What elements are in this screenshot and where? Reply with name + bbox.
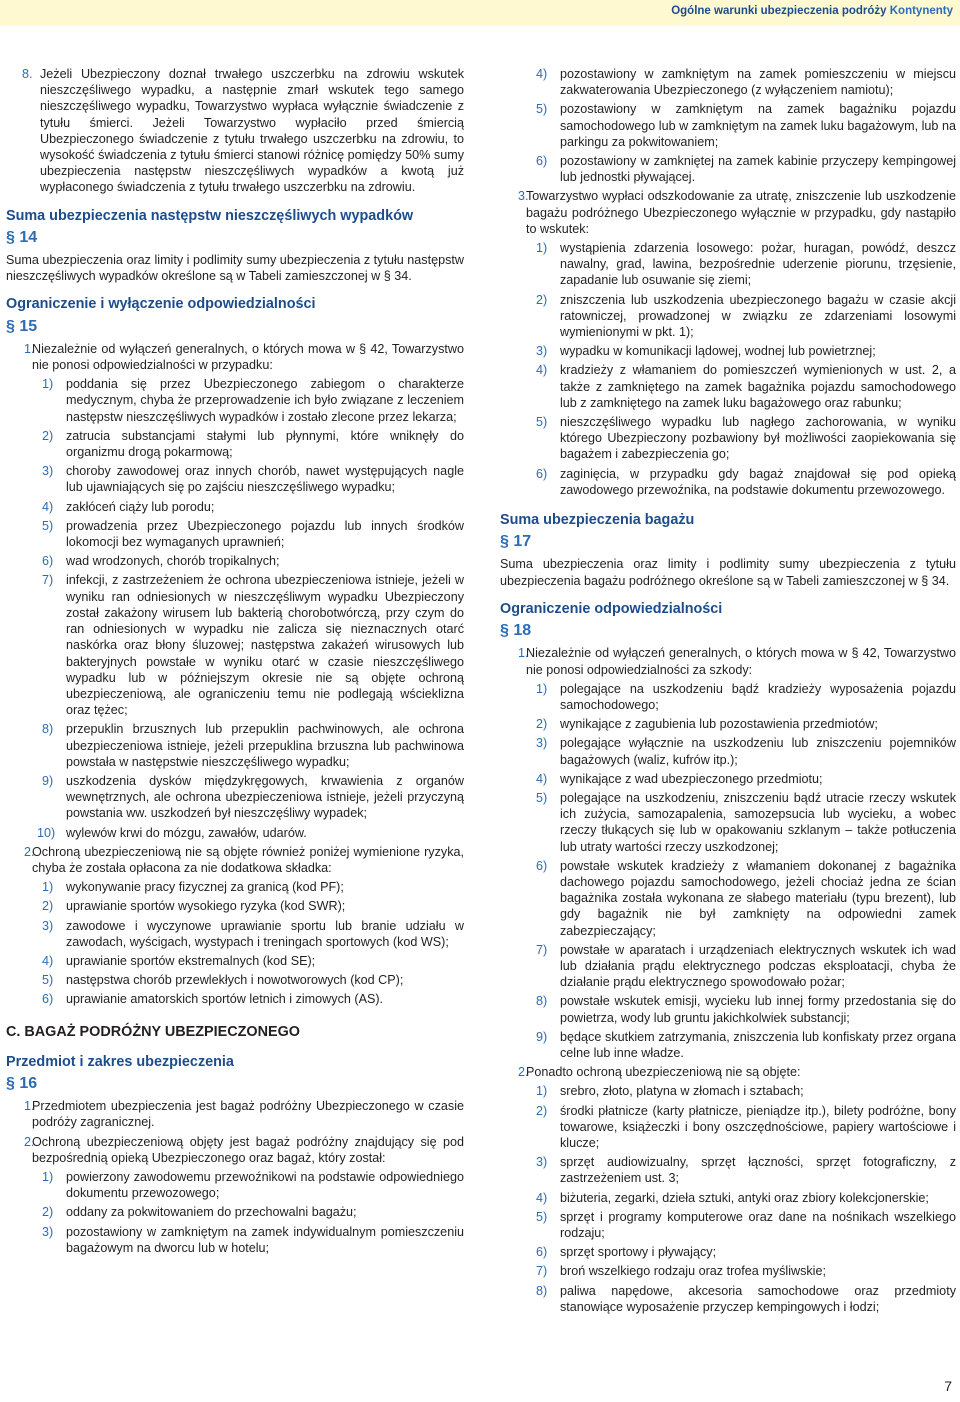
item-text: srebro, złoto, platyna w złomach i sztabach; xyxy=(560,1084,804,1099)
list-18-2 xyxy=(500,1083,956,1315)
list-item xyxy=(6,1169,464,1201)
item-text: wylewów krwi do mózgu, zawałów, udarów. xyxy=(66,825,307,840)
item-number: 5) xyxy=(42,518,54,533)
list-item xyxy=(500,790,956,855)
item-number: 4) xyxy=(42,953,54,968)
item-text: pozostawiony w zamkniętym na zamek pomieszczeniu w miejscu zakwaterowania Ubezpieczonego (z wyłączeniem namiotu); xyxy=(560,67,956,98)
list-item xyxy=(500,362,956,411)
list-item xyxy=(6,972,464,988)
list-item xyxy=(6,463,464,495)
item-text: pozostawiony w zamkniętej na zamek kabinie przyczepy kempingowej lub jednostki pływającej. xyxy=(560,154,956,185)
paragraph-text: Niezależnie od wyłączeń generalnych, o których mowa w § 42, Towarzystwo nie ponosi odpowiedzialności za szkody: xyxy=(526,646,956,677)
item-text: uprawianie amatorskich sportów letnich i zimowych (AS). xyxy=(66,992,384,1007)
item-text: powstałe wskutek emisji, wycieku lub innej formy przedostania się do powietrza, wody lub gruntu jakichkolwiek substancji; xyxy=(560,994,956,1025)
header-title xyxy=(671,5,953,17)
item-text: zniszczenia lub uszkodzenia ubezpieczonego bagażu w czasie akcji ratowniczej, prowadzonej w związku ze zdarzeniami losowymi wymienionymi w pkt. 1); xyxy=(560,292,956,340)
item-text: zawodowe i wyczynowe uprawianie sportu lub branie udziału w zawodach, wyścigach, wystypach i treningach sportowych (kod WS); xyxy=(66,918,464,949)
paragraph-number: 1. xyxy=(24,341,35,356)
item-number: 6) xyxy=(536,466,548,481)
list-15-1 xyxy=(6,376,464,840)
item-text: wynikające z zagubienia lub pozostawienia przedmiotów; xyxy=(560,717,878,732)
paragraph-text: Przedmiotem ubezpieczenia jest bagaż podróżny Ubezpieczonego w czasie podróży zagranicznej. xyxy=(32,1099,464,1130)
item-text: pozostawiony w zamkniętym na zamek indywidualnym pomieszczeniu bagażowym na dworcu lub w hotelu; xyxy=(66,1224,464,1255)
item-number: 6) xyxy=(42,992,54,1007)
item-text: następstwa chorób przewlekłych i nowotworowych (kod CP); xyxy=(66,973,404,988)
section-title: Suma ubezpieczenia bagażu xyxy=(500,512,695,529)
item-text: środki płatnicze (karty płatnicze, pieniądze itp.), bilety podróżne, bony towarowe, książeczki i bony oszczędnościowe, papiery wartościowe i klucze; xyxy=(560,1103,956,1150)
item-number: 7) xyxy=(536,1264,548,1279)
item-number: 5) xyxy=(536,415,548,430)
list-item xyxy=(500,993,956,1025)
section-title: Ograniczenie i wyłączenie odpowiedzialności xyxy=(6,296,316,313)
item-text: polegające na uszkodzeniu bądź kradzieży wyposażenia pojazdu samochodowego; xyxy=(560,681,956,712)
section-title: Suma ubezpieczenia następstw nieszczęśliwych wypadków xyxy=(6,207,414,224)
paragraph-16-1 xyxy=(6,1098,464,1130)
list-item xyxy=(6,953,464,969)
paragraph-18-2 xyxy=(500,1064,956,1080)
item-number: 1) xyxy=(536,241,548,256)
list-item xyxy=(500,66,956,98)
header-brand: Kontynenty xyxy=(889,5,953,17)
section-14-text: Suma ubezpieczenia oraz limity i podlimity sumy ubezpieczenia z tytułu następstw nieszczęśliwych wypadków określone są w Tabeli zamieszczonej w § 34. xyxy=(6,253,464,284)
list-item xyxy=(500,942,956,991)
item-text: wynikające z wad ubezpieczonego przedmiotu; xyxy=(560,771,823,786)
list-16-3 xyxy=(500,240,956,498)
list-item xyxy=(6,428,464,460)
item-text: nieszczęśliwego wypadku lub nagłego zachorowania, w wyniku którego Ubezpieczony pozbawiony był możliwości zaopiekowania się bagażem i zabezpieczenia go; xyxy=(560,415,956,462)
list-item xyxy=(500,153,956,185)
right-column xyxy=(500,66,956,1315)
paragraph-number: 1. xyxy=(518,646,529,661)
item-number: 1) xyxy=(536,1084,548,1099)
item-number: 7) xyxy=(42,573,54,588)
item-number: 1) xyxy=(42,880,54,895)
header-doc-title: Ogólne warunki ubezpieczenia podróży xyxy=(671,5,887,17)
paragraph-text: Ponadto ochroną ubezpieczeniową nie są objęte: xyxy=(526,1065,801,1080)
item-number: 5) xyxy=(536,102,548,117)
item-text: wystąpienia zdarzenia losowego: pożar, huragan, powódź, deszcz nawalny, grad, lawina, bezpośrednie uderzenie piorunu, trzęsienie, zapadanie lub osuwanie się ziemi; xyxy=(560,241,956,288)
item-number: 1) xyxy=(42,377,54,392)
item-text: powstałe w aparatach i urządzeniach elektrycznych wskutek ich wad lub działania prądu elektrycznego podczas eksploatacji, chyba że działanie prądu elektrycznego spowodowało pożar; xyxy=(560,942,956,990)
item-number: 8) xyxy=(536,1283,548,1298)
paragraph-text: Niezależnie od wyłączeń generalnych, o których mowa w § 42, Towarzystwo nie ponosi odpowiedzialności w przypadku: xyxy=(32,341,464,373)
item-text: będące skutkiem zatrzymania, zniszczenia lub konfiskaty przez organa celne lub inne władze. xyxy=(560,1029,956,1060)
list-item xyxy=(6,1204,464,1220)
item-number: 5) xyxy=(42,973,54,988)
item-number: 5) xyxy=(536,790,548,805)
list-item xyxy=(500,858,956,939)
item-number: 3) xyxy=(536,1155,548,1170)
list-16-2-cont xyxy=(500,66,956,185)
list-item xyxy=(500,466,956,498)
paragraph-8 xyxy=(6,66,464,196)
item-text: zatrucia substancjami stałymi lub płynnymi, które wniknęły do organizmu drogą pokarmową; xyxy=(66,428,464,460)
item-text: infekcji, z zastrzeżeniem że ochrona ubezpieczeniowa istnieje, jeżeli w wyniku ran odniesionych w nieszczęśliwym wypadku Ubezpieczony został zakażony wirusem lub bakterią chorobotwórczą, przy czym do ran odniesionych w wypadku nie zalicza się nieznacznych otarć naskórka oraz błony śluzowej; następstwa zakażeń wirusowych lub bakteryjnych powstałe w wyniku otarć w czasie nieszczęśliwego wypadku lub w późniejszym okresie nie są objęte ochroną ubezpieczeniową, ale ograniczeniu temu nie podlegają wścieklizna oraz tężec; xyxy=(66,573,464,718)
item-number: 9) xyxy=(536,1029,548,1044)
list-item xyxy=(500,1154,956,1186)
item-text: oddany za pokwitowaniem do przechowalni bagażu; xyxy=(66,1205,357,1220)
item-text: kradzieży z włamaniem do pomieszczeń wymienionych w ust. 2, a także z zamkniętego na zamek bagażnika pojazdu samochodowego lub z zamkniętego na zamek luku bagażowego oraz rabunku; xyxy=(560,363,956,410)
list-item xyxy=(500,1263,956,1279)
list-item xyxy=(6,991,464,1007)
list-16-2 xyxy=(6,1169,464,1256)
list-18-1 xyxy=(500,681,956,1061)
item-number: 3) xyxy=(42,1224,54,1239)
item-text: broń wszelkiego rodzaju oraz trofea myśliwskie; xyxy=(560,1264,826,1279)
paragraph-text: Towarzystwo wypłaci odszkodowanie za utratę, zniszczenie lub uszkodzenie bagażu podróżnego Ubezpieczonego wyłącznie w przypadku, gdy nastąpiło to wskutek: xyxy=(526,189,956,236)
item-number: 3) xyxy=(42,918,54,933)
item-number: 2) xyxy=(42,428,54,443)
item-number: 4) xyxy=(42,499,54,514)
item-number: 6) xyxy=(536,154,548,169)
item-number: 5) xyxy=(536,1209,548,1224)
item-text: uprawianie sportów ekstremalnych (kod SE); xyxy=(66,953,316,968)
item-text: zaginięcia, w przypadku gdy bagaż znajdował się pod opieką zawodowego przewoźnika, na podstawie dokumentu przewozowego. xyxy=(560,466,956,497)
list-item xyxy=(6,898,464,914)
list-item xyxy=(6,879,464,895)
chapter-title: C. BAGAŻ PODRÓŻNY UBEZPIECZONEGO xyxy=(6,1023,300,1040)
item-text: pozostawiony w zamkniętym na zamek bagażniku pojazdu samochodowego lub w zamkniętym na zamek luku bagażowym, lub na parkingu za pokwitowaniem; xyxy=(560,102,956,149)
section-title: Przedmiot i zakres ubezpieczenia xyxy=(6,1053,234,1070)
item-number: 4) xyxy=(536,771,548,786)
paragraph-15-1 xyxy=(6,341,464,373)
item-text: przepuklin brzusznych lub przepuklin pachwinowych, ale ochrona ubezpieczeniowa istnieje, jeżeli przepuklina brzuszna lub pachwinowa powstała w następstwie nieszczęśliwego wypadku; xyxy=(66,722,464,769)
paragraph-number: 2. xyxy=(518,1065,529,1080)
item-text: prowadzenia przez Ubezpieczonego pojazdu lub innych środków lokomocji bez wymaganych uprawnień; xyxy=(66,518,464,550)
list-item xyxy=(6,918,464,950)
item-text: wykonywanie pracy fizycznej za granicą (kod PF); xyxy=(66,880,344,895)
item-text: biżuteria, zegarki, dzieła sztuki, antyki oraz zbiory kolekcjonerskie; xyxy=(560,1190,929,1205)
item-number: 4) xyxy=(536,67,548,81)
item-number: 4) xyxy=(536,363,548,378)
section-sign-14: § 14 xyxy=(6,228,38,246)
section-title: Ograniczenie odpowiedzialności xyxy=(500,600,723,617)
section-sign-16: § 16 xyxy=(6,1074,38,1092)
paragraph-15-2 xyxy=(6,844,464,876)
paragraph-16-2 xyxy=(6,1134,464,1166)
item-text: choroby zawodowej oraz innych chorób, nawet występujących nagle lub ujawniających się po zajściu nieszczęśliwego wypadku; xyxy=(66,464,464,495)
item-number: 3) xyxy=(536,736,548,751)
item-number: 6) xyxy=(42,554,54,569)
item-text: powstałe wskutek kradzieży z włamaniem dokonanej z bagażnika dachowego pojazdu samochodowego, jeżeli chociaż jedna ze ścian bagażnika została wykonana ze słabego materiału (typu brezent), lub gdy bagażnik nie był zamknięty na odpowiedni zamek zabezpieczający; xyxy=(560,858,956,938)
list-item xyxy=(500,681,956,713)
paragraph-16-3 xyxy=(500,188,956,237)
item-number: 8) xyxy=(42,722,54,737)
list-item xyxy=(6,572,464,718)
item-number: 2) xyxy=(42,1205,54,1220)
list-item xyxy=(6,553,464,569)
list-item xyxy=(500,1190,956,1206)
item-number: 4) xyxy=(536,1190,548,1205)
item-number: 7) xyxy=(536,942,548,957)
item-number: 2) xyxy=(536,1103,548,1118)
item-number: 3) xyxy=(536,344,548,359)
item-text: polegające na uszkodzeniu, zniszczeniu bądź utracie rzeczy wskutek ich zużycia, samozapalenia, samozepsucia lub wycieku, a wobec rzeczy tłukących się lub w opakowaniu szklanym – także potłuczenia lub utraty wartości rzeczy uszkodzonej; xyxy=(560,790,956,854)
list-item xyxy=(500,1029,956,1061)
list-item xyxy=(500,414,956,463)
list-item xyxy=(6,1224,464,1256)
item-text: sprzęt sportowy i pływający; xyxy=(560,1245,717,1260)
item-text: poddania się przez Ubezpieczonego zabiegom o charakterze medycznym, chyba że przeprowadzenie ich było związane z leczeniem następstw nieszczęśliwych wypadków i zostało zlecone przez lekarza; xyxy=(66,377,464,424)
section-sign-18: § 18 xyxy=(500,622,532,640)
item-number: 8) xyxy=(536,994,548,1009)
paragraph-text: Jeżeli Ubezpieczony doznał trwałego uszczerbku na zdrowiu wskutek nieszczęśliwego wypadku, a następnie zmarł wskutek tego samego nieszczęśliwego wypadku, Towarzystwo wypłaca wyłącznie świadczenie z tytułu śmierci. Jeżeli Towarzystwo wypłaciło przed śmiercią Ubezpieczonego świadczenie z tytułu trwałego uszczerbku na zdrowiu, to wysokość świadczenia z tytułu śmierci stanowi różnicę pomiędzy 50% sumy ubezpieczenia następstw nieszczęśliwych wypadków a kwotą już wypłaconego świadczenia z tytułu trwałego uszczerbku na zdrowiu. xyxy=(40,67,464,195)
list-item xyxy=(500,343,956,359)
paragraph-number: 1. xyxy=(24,1099,35,1114)
item-text: zakłóceń ciąży lub porodu; xyxy=(66,499,215,514)
item-text: sprzęt i programy komputerowe oraz dane na nośnikach wszelkiego rodzaju; xyxy=(560,1209,956,1240)
list-item xyxy=(6,499,464,515)
section-17-text: Suma ubezpieczenia oraz limity i podlimity sumy ubezpieczenia z tytułu ubezpieczenia bagażu podróżnego określone są w Tabeli zamieszczonej w § 34. xyxy=(500,557,956,588)
item-number: 6) xyxy=(536,858,548,873)
list-item xyxy=(6,376,464,425)
paragraph-number: 2. xyxy=(24,844,35,859)
list-item xyxy=(500,1283,956,1315)
item-number: 2) xyxy=(536,292,548,307)
item-number: 1) xyxy=(536,681,548,696)
paragraph-number: 8. xyxy=(22,67,33,81)
item-number: 1) xyxy=(42,1169,54,1184)
section-sign-15: § 15 xyxy=(6,317,38,335)
list-item xyxy=(6,825,464,841)
list-item xyxy=(500,771,956,787)
item-text: paliwa napędowe, akcesoria samochodowe oraz przedmioty stanowiące wyposażenie przyczep kempingowych i łodzi; xyxy=(560,1283,956,1314)
list-item xyxy=(6,518,464,550)
paragraph-text: Ochroną ubezpieczeniową objęty jest bagaż podróżny znajdujący się pod bezpośrednią opieką Ubezpieczonego oraz bagaż, który został: xyxy=(32,1134,464,1165)
item-number: 10) xyxy=(37,825,56,840)
list-item xyxy=(500,1083,956,1099)
list-item xyxy=(6,773,464,822)
item-text: sprzęt audiowizualny, sprzęt łączności, sprzęt fotograficzny, z zastrzeżeniem ust. 3; xyxy=(560,1155,956,1186)
list-item xyxy=(500,716,956,732)
list-item xyxy=(500,1209,956,1241)
paragraph-number: 3. xyxy=(518,189,529,204)
list-item xyxy=(500,1244,956,1260)
item-number: 2) xyxy=(42,899,54,914)
page-header xyxy=(0,0,960,26)
item-text: polegające wyłącznie na uszkodzeniu lub zniszczeniu pojemników bagażowych (waliz, kufrów itp.); xyxy=(560,736,956,767)
item-text: wad wrodzonych, chorób tropikalnych; xyxy=(66,554,280,569)
item-number: 3) xyxy=(42,464,54,479)
section-sign-17: § 17 xyxy=(500,533,532,551)
list-item xyxy=(500,1103,956,1152)
list-item xyxy=(6,721,464,770)
paragraph-text: Ochroną ubezpieczeniową nie są objęte również poniżej wymienione ryzyka, chyba że została opłacona za nie dodatkowa składka: xyxy=(32,844,464,875)
item-number: 6) xyxy=(536,1245,548,1260)
page-number: 7 xyxy=(944,1378,952,1394)
list-15-2 xyxy=(6,879,464,1007)
item-number: 9) xyxy=(42,773,54,788)
item-text: wypadku w komunikacji lądowej, wodnej lub powietrznej; xyxy=(560,344,876,359)
paragraph-18-1 xyxy=(500,645,956,677)
list-item xyxy=(500,101,956,150)
left-column xyxy=(6,66,464,1256)
paragraph-number: 2. xyxy=(24,1134,35,1149)
list-item xyxy=(500,735,956,767)
item-text: powierzony zawodowemu przewoźnikowi na podstawie odpowiedniego dokumentu przewozowego; xyxy=(66,1169,464,1201)
item-number: 2) xyxy=(536,717,548,732)
item-text: uszkodzenia dysków międzykręgowych, krwawienia z organów wewnętrznych, ale ochrona ubezpieczeniowa istnieje, jeżeli przyczyną powstania ww. uszkodzeń był nieszczęśliwy wypadek; xyxy=(66,773,464,821)
list-item xyxy=(500,240,956,289)
item-text: uprawianie sportów wysokiego ryzyka (kod SWR); xyxy=(66,899,346,914)
list-item xyxy=(500,292,956,341)
